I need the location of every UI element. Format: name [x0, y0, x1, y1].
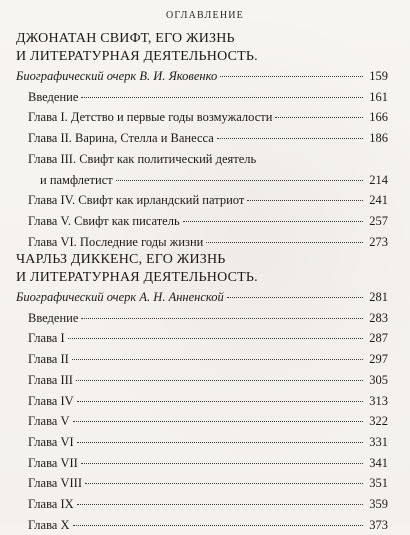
toc-page-number: 159 [369, 69, 388, 83]
toc-entry[interactable] [16, 349, 388, 370]
toc-page-number: 297 [369, 352, 388, 367]
toc-page-number: 281 [369, 290, 388, 304]
toc-page-number: 341 [369, 455, 388, 470]
toc-entry-label-continued: и памфлетист [40, 172, 113, 187]
leader-dots [73, 524, 363, 526]
leader-dots [116, 179, 363, 181]
toc-entry-label: Глава III. Свифт как политический деятель [28, 151, 257, 166]
toc-page-number: 283 [369, 310, 388, 325]
toc-entry-label: Глава I. Детство и первые годы возмужалости [28, 110, 273, 125]
toc-section-dickens [16, 251, 388, 535]
toc-page-number: 373 [369, 517, 388, 532]
toc-page-number: 305 [369, 372, 388, 387]
toc-page-number: 331 [369, 434, 388, 449]
toc-page-number: 186 [369, 131, 388, 146]
toc-page-number: 166 [369, 110, 388, 125]
toc-entry-label: Глава I [28, 331, 65, 346]
toc-entry[interactable] [16, 211, 388, 232]
toc-entry-label: Биографический очерк В. И. Яковенко [16, 69, 218, 83]
toc-entry-label: Введение [28, 310, 79, 325]
toc-entry[interactable] [16, 107, 388, 128]
leader-dots [217, 137, 363, 139]
toc-entry-label: Введение [28, 89, 79, 104]
toc-entry-label: Глава III [28, 372, 73, 387]
leader-dots [206, 241, 363, 243]
toc-page-number: 161 [369, 89, 388, 104]
leader-dots [68, 337, 363, 339]
toc-entry[interactable] [16, 453, 388, 474]
toc-entry[interactable] [16, 473, 388, 494]
toc-entry-label: Глава II. Варина, Стелла и Ванесса [28, 131, 214, 146]
toc-entry-label: Глава VI. Последние годы жизни [28, 234, 204, 249]
leader-dots [81, 317, 363, 319]
toc-entry[interactable] [16, 87, 388, 108]
toc-entry-label: Глава VII [28, 455, 78, 470]
leader-dots [275, 116, 363, 118]
toc-entry[interactable] [16, 232, 388, 253]
toc-entry[interactable] [16, 308, 388, 329]
toc-entry-label: Глава X [28, 517, 70, 532]
leader-dots [81, 96, 363, 98]
toc-page-number: 313 [369, 393, 388, 408]
toc-entry[interactable] [16, 432, 388, 453]
toc-entry-label: Глава VI [28, 434, 74, 449]
toc-entry[interactable] [16, 515, 388, 535]
toc-entry-label: Биографический очерк А. Н. Анненской [16, 290, 224, 304]
toc-page-number: 241 [369, 193, 388, 208]
leader-dots [73, 420, 363, 422]
section-title-line1: ДЖОНАТАН СВИФТ, ЕГО ЖИЗНЬ [16, 31, 235, 46]
toc-page-number: 322 [369, 414, 388, 429]
toc-entry[interactable] [16, 190, 388, 211]
leader-dots [220, 75, 363, 77]
leader-dots [72, 358, 363, 360]
section-title-line2: И ЛИТЕРАТУРНАЯ ДЕЯТЕЛЬНОСТЬ. [16, 270, 258, 285]
leader-dots [81, 462, 363, 464]
toc-section-swift [16, 30, 388, 252]
toc-page-number: 214 [369, 172, 388, 187]
leader-dots [77, 441, 363, 443]
toc-page-number: 273 [369, 234, 388, 249]
toc-entry[interactable] [16, 128, 388, 149]
toc-entry-label: Глава II [28, 352, 69, 367]
leader-dots [76, 379, 363, 381]
toc-page-number: 287 [369, 331, 388, 346]
leader-dots [227, 296, 363, 298]
toc-entry-label: Глава V. Свифт как писатель [28, 213, 180, 228]
toc-entry[interactable] [16, 328, 388, 349]
leader-dots [77, 503, 363, 505]
page-header: ОГЛАВЛЕНИЕ [166, 10, 244, 21]
toc-entry-bio[interactable] [16, 66, 388, 87]
toc-entry-label: Глава V [28, 414, 70, 429]
section-title-line1: ЧАРЛЬЗ ДИККЕНС, ЕГО ЖИЗНЬ [16, 252, 226, 267]
toc-entry-label: Глава IX [28, 497, 74, 512]
leader-dots [247, 199, 363, 201]
section-title-line2: И ЛИТЕРАТУРНАЯ ДЕЯТЕЛЬНОСТЬ. [16, 49, 258, 64]
toc-page-number: 351 [369, 476, 388, 491]
toc-entry[interactable] [16, 494, 388, 515]
leader-dots [85, 482, 363, 484]
toc-entry-label: Глава IV. Свифт как ирландский патриот [28, 193, 245, 208]
toc-entry[interactable] [16, 411, 388, 432]
toc-entry[interactable] [16, 370, 388, 391]
toc-entry-continuation[interactable] [16, 170, 388, 191]
leader-dots [77, 400, 363, 402]
toc-page-number: 257 [369, 213, 388, 228]
leader-dots [183, 220, 363, 222]
toc-entry-label: Глава IV [28, 393, 74, 408]
toc-entry-bio[interactable] [16, 287, 388, 308]
toc-entry[interactable] [16, 149, 388, 170]
toc-entry-label: Глава VIII [28, 476, 82, 491]
toc-page-number: 359 [369, 497, 388, 512]
toc-entry[interactable] [16, 391, 388, 412]
